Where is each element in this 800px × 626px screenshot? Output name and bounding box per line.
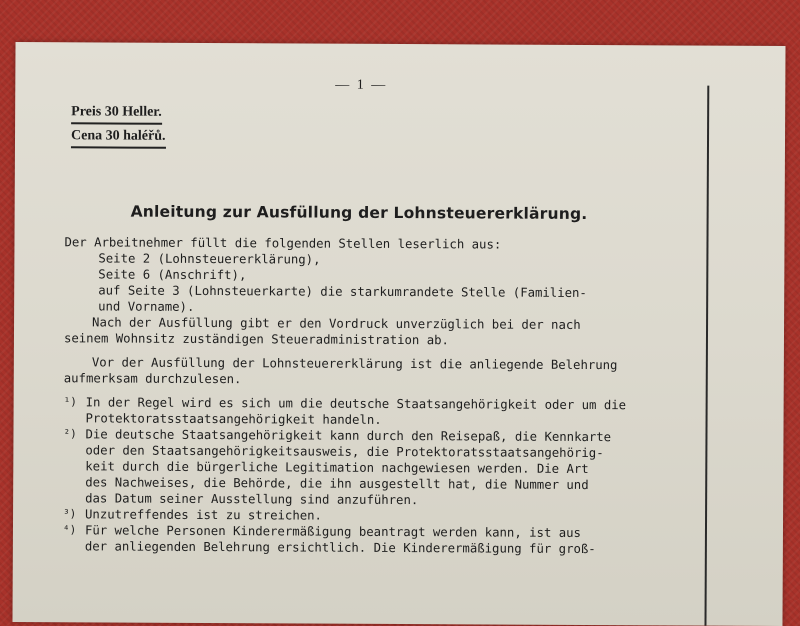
page-number: — 1 — — [335, 78, 387, 94]
instructions-body — [63, 234, 665, 557]
footnote-marker: ³) — [63, 506, 85, 522]
footnote-4 — [63, 522, 663, 557]
footnote-marker: ⁴) — [63, 522, 85, 554]
footnote-line: des Nachweises, die Behörde, die ihn ausgestellt hat, die Nummer und — [85, 474, 663, 493]
intro-item: Seite 6 (Anschrift), — [64, 266, 664, 285]
intro-item: auf Seite 3 (Lohnsteuerkarte) die starkumrandete Stelle (Familien- — [64, 282, 664, 301]
footnote-line: Unzutreffendes ist zu streichen. — [85, 506, 663, 525]
intro-item: Seite 2 (Lohnsteuererklärung), — [64, 250, 664, 269]
footnote-line: keit durch die bürgerliche Legitimation nachgewiesen werden. Die Art — [85, 458, 663, 477]
reading-note-cont: aufmerksam durchzulesen. — [64, 370, 664, 389]
document-page — [12, 42, 785, 626]
price-czech: Cena 30 haléřů. — [71, 128, 166, 148]
price-german: Preis 30 Heller. — [71, 104, 162, 124]
footnote-line: In der Regel wird es sich um die deutsche Staatsangehörigkeit oder um die — [86, 394, 664, 413]
footnote-line: Die deutsche Staatsangehörigkeit kann durch den Reisepaß, die Kennkarte — [85, 426, 663, 445]
submit-instruction-cont: seinem Wohnsitz zuständigen Steueradministration ab. — [64, 330, 664, 349]
footnote-line: oder den Staatsangehörigkeitsausweis, die Protektoratsstaatsangehörig- — [85, 442, 663, 461]
footnote-line: das Datum seiner Ausstellung sind anzuführen. — [85, 490, 663, 509]
footnote-line: Protektoratsstaatsangehörigkeit handeln. — [86, 410, 664, 429]
footnote-line: der anliegenden Belehrung ersichtlich. Die Kinderermäßigung für groß- — [85, 538, 663, 557]
footnote-1 — [64, 394, 664, 429]
column-divider — [704, 86, 709, 626]
submit-instruction: Nach der Ausfüllung gibt er den Vordruck unverzüglich bei der nach — [64, 314, 664, 333]
footnote-marker: ²) — [63, 426, 85, 506]
intro-lead: Der Arbeitnehmer füllt die folgenden Stellen leserlich aus: — [64, 234, 664, 253]
page-title: Anleitung zur Ausfüllung der Lohnsteuererklärung. — [131, 203, 588, 223]
intro-item-continuation: und Vorname). — [64, 298, 664, 317]
footnote-2 — [63, 426, 663, 509]
footnote-line: Für welche Personen Kinderermäßigung beantragt werden kann, ist aus — [85, 522, 663, 541]
footnote-marker: ¹) — [64, 394, 86, 426]
main-column — [13, 42, 706, 606]
reading-note: Vor der Ausfüllung der Lohnsteuererklärung ist die anliegende Belehrung — [64, 354, 664, 373]
